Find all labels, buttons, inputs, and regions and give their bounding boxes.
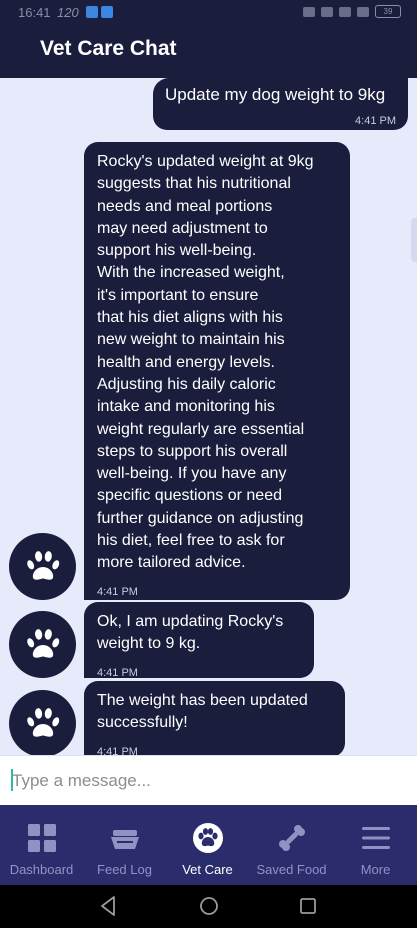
home-icon[interactable] xyxy=(198,895,220,917)
nav-label: Vet Care xyxy=(182,862,233,877)
bot-avatar xyxy=(9,533,76,600)
status-notification-icons xyxy=(86,6,113,18)
message-time: 4:41 PM xyxy=(97,745,138,755)
nav-label: Feed Log xyxy=(97,862,152,877)
bot-message-bubble xyxy=(84,681,345,755)
message-line: steps to support his overall xyxy=(97,442,288,460)
paw-icon xyxy=(21,623,65,667)
message-line: needs and meal portions xyxy=(97,197,273,215)
message-line: With the increased weight, xyxy=(97,264,285,282)
message-time: 4:41 PM xyxy=(97,585,138,598)
nav-item-dashboard[interactable] xyxy=(0,805,83,885)
paw-icon xyxy=(21,545,65,589)
bot-message-bubble xyxy=(84,142,350,600)
status-extra: 120 xyxy=(57,5,79,20)
message-line: The weight has been updated xyxy=(97,692,308,709)
nav-item-vet-care[interactable] xyxy=(166,805,249,885)
wifi-icon xyxy=(321,7,333,17)
battery-icon: 39 xyxy=(375,5,401,18)
message-line: Ok, I am updating Rocky's xyxy=(97,613,284,630)
nfc-icon xyxy=(303,7,315,17)
paw-icon xyxy=(21,702,65,746)
bot-message-bubble xyxy=(84,602,314,678)
message-text: Update my dog weight to 9kg xyxy=(165,85,386,104)
signal-2-icon xyxy=(357,7,369,17)
message-line: more tailored advice. xyxy=(97,554,246,572)
nav-label: More xyxy=(360,862,391,877)
status-bar xyxy=(0,0,417,26)
bowl-icon xyxy=(109,825,141,851)
user-message-bubble xyxy=(153,78,408,130)
bottom-navigation xyxy=(0,805,417,885)
bone-icon xyxy=(276,822,308,854)
bot-avatar xyxy=(9,611,76,678)
menu-icon xyxy=(361,825,391,851)
message-line: weight to 9 kg. xyxy=(97,635,201,653)
dashboard-icon xyxy=(27,823,57,853)
message-line: Adjusting his daily caloric xyxy=(97,375,276,393)
message-composer xyxy=(0,755,417,805)
message-time: 4:41 PM xyxy=(355,115,396,128)
message-input[interactable] xyxy=(10,764,409,798)
nav-item-saved-food[interactable] xyxy=(250,805,333,885)
message-time: 4:41 PM xyxy=(97,666,138,679)
nav-label: Saved Food xyxy=(256,862,327,877)
paw-icon xyxy=(192,822,224,854)
nav-label: Dashboard xyxy=(9,862,74,877)
upload-icon xyxy=(86,6,98,18)
message-line: suggests that his nutritional xyxy=(97,175,291,193)
message-line: well-being. If you have any xyxy=(97,465,287,483)
system-navigation-bar xyxy=(0,885,417,928)
back-icon[interactable] xyxy=(98,895,118,917)
gallery-icon xyxy=(101,6,113,18)
signal-icon xyxy=(339,7,351,17)
message-line: may need adjustment to xyxy=(97,219,268,237)
page-title: Vet Care Chat xyxy=(40,37,177,60)
message-line: further guidance on adjusting xyxy=(97,509,304,527)
chat-area[interactable] xyxy=(0,78,417,755)
app-header xyxy=(0,26,417,78)
status-time: 16:41 xyxy=(18,5,51,20)
message-line: it's important to ensure xyxy=(97,286,259,304)
message-line: health and energy levels. xyxy=(97,353,275,371)
bot-avatar xyxy=(9,690,76,755)
nav-item-more[interactable] xyxy=(334,805,417,885)
message-line: successfully! xyxy=(97,714,188,732)
message-line: that his diet aligns with his xyxy=(97,309,283,327)
message-line: weight regularly are essential xyxy=(97,420,305,438)
message-line: specific questions or need xyxy=(97,487,282,505)
scroll-handle[interactable] xyxy=(411,218,417,262)
recent-apps-icon[interactable] xyxy=(298,895,318,917)
message-text xyxy=(97,151,338,575)
message-line: intake and monitoring his xyxy=(97,398,275,416)
message-line: Rocky's updated weight at 9kg xyxy=(97,153,314,170)
status-system-icons xyxy=(303,5,401,18)
message-text xyxy=(97,690,333,735)
nav-item-feed-log[interactable] xyxy=(83,805,166,885)
message-line: his diet, feel free to ask for xyxy=(97,532,285,550)
message-line: support his well-being. xyxy=(97,242,257,260)
message-line: new weight to maintain his xyxy=(97,331,285,349)
message-text xyxy=(97,611,302,656)
